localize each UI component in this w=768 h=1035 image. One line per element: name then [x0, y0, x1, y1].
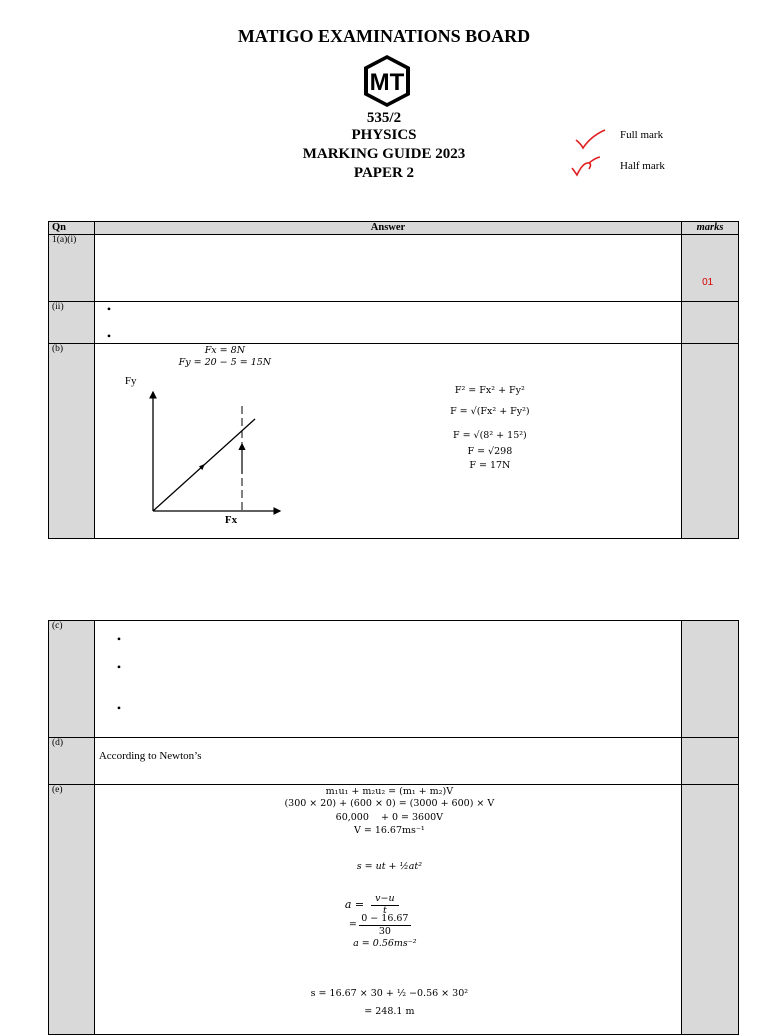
guide-title: MARKING GUIDE 2023: [302, 146, 466, 162]
qn-cell: (ii): [49, 302, 95, 344]
answer-cell: [94, 235, 681, 302]
displacement-substitution: s = 16.67 × 30 + ½ −0.56 × 30²: [310, 988, 469, 999]
resultant-eq-3: F = √(8² + 15²): [452, 430, 527, 441]
accel-numerator: v−u: [371, 893, 399, 906]
table-row: [49, 344, 739, 539]
bullet-point: •: [106, 302, 112, 316]
marks-cell: [682, 738, 739, 785]
marks-cell: [682, 235, 739, 302]
table-header-row: [49, 222, 739, 235]
bullet-point: •: [116, 660, 122, 674]
qn-cell: (d): [49, 738, 95, 785]
marks-cell: [682, 302, 739, 344]
resultant-eq-1: F² = Fx² + Fy²: [454, 385, 525, 396]
momentum-eq-3: 60,000 + 0 = 3600V: [335, 812, 444, 823]
equals-sign: =: [348, 919, 357, 930]
displacement-formula: s = ut + ½at²: [356, 861, 423, 872]
col-marks-header: marks: [682, 222, 739, 235]
subst-denominator: 30: [378, 926, 391, 937]
subject-name: PHYSICS: [351, 127, 417, 143]
bullet-point: •: [116, 701, 122, 715]
subst-numerator: 0 − 16.67: [359, 913, 411, 926]
bullet-point: •: [116, 632, 122, 646]
answer-cell: [94, 302, 681, 344]
paper-number: PAPER 2: [353, 165, 415, 181]
qn-cell: (e): [49, 785, 95, 1035]
marking-table-1: [48, 221, 739, 539]
table-row: [49, 785, 739, 1035]
resultant-eq-2: F = √(Fx² + Fy²): [450, 406, 530, 417]
mark-value: 01: [702, 277, 714, 288]
svg-text:MT: MT: [369, 69, 405, 96]
qn-cell: (b): [49, 344, 95, 539]
col-qn-header: Qn: [49, 222, 95, 235]
paper-code: 535/2: [366, 110, 402, 126]
half-mark-label: Half mark: [620, 160, 665, 172]
marking-table-2: [48, 620, 739, 1035]
answer-cell: [94, 738, 681, 785]
fx-equation: Fx = 8N: [204, 345, 246, 356]
answer-cell: [94, 785, 681, 1035]
resultant-eq-4: F = √298: [467, 446, 513, 457]
full-mark-label: Full mark: [620, 129, 664, 141]
col-answer-header: Answer: [94, 222, 681, 235]
momentum-eq-1: m₁u₁ + m₂u₂ = (m₁ + m₂)V: [325, 786, 454, 797]
half-mark-tick-icon: [569, 154, 603, 178]
accel-lhs: a =: [344, 898, 365, 911]
table-row: [49, 621, 739, 738]
velocity-result: V = 16.67ms⁻¹: [353, 825, 425, 836]
qn-cell: 1(a)(i): [49, 235, 95, 302]
answer-cell: [94, 344, 681, 539]
bullet-point: •: [106, 329, 112, 343]
full-mark-tick-icon: [573, 128, 607, 150]
fx-axis-label: Fx: [224, 514, 238, 526]
displacement-result: = 248.1 m: [364, 1006, 415, 1017]
marks-cell: [682, 621, 739, 738]
newton-law-text: According to Newton’s: [98, 750, 202, 762]
accel-denominator: t: [382, 905, 387, 916]
table-row: [49, 738, 739, 785]
qn-cell: (c): [49, 621, 95, 738]
board-logo: [360, 53, 414, 109]
force-vector-diagram: [115, 376, 285, 536]
fy-equation: Fy = 20 − 5 = 15N: [178, 357, 272, 368]
answer-cell: [94, 621, 681, 738]
fy-axis-label: Fy: [124, 375, 137, 387]
momentum-eq-2: (300 × 20) + (600 × 0) = (3000 + 600) × V: [284, 798, 495, 809]
logo-hexagon-icon: [360, 53, 414, 109]
acceleration-result: a = 0.56ms⁻²: [353, 938, 417, 949]
resultant-eq-5: F = 17N: [469, 460, 511, 471]
marks-cell: [682, 785, 739, 1035]
acceleration-substitution: [349, 913, 469, 941]
table-row: [49, 235, 739, 302]
exam-board-title: MATIGO EXAMINATIONS BOARD: [237, 26, 531, 46]
table-row: [49, 302, 739, 344]
marks-cell: [682, 344, 739, 539]
